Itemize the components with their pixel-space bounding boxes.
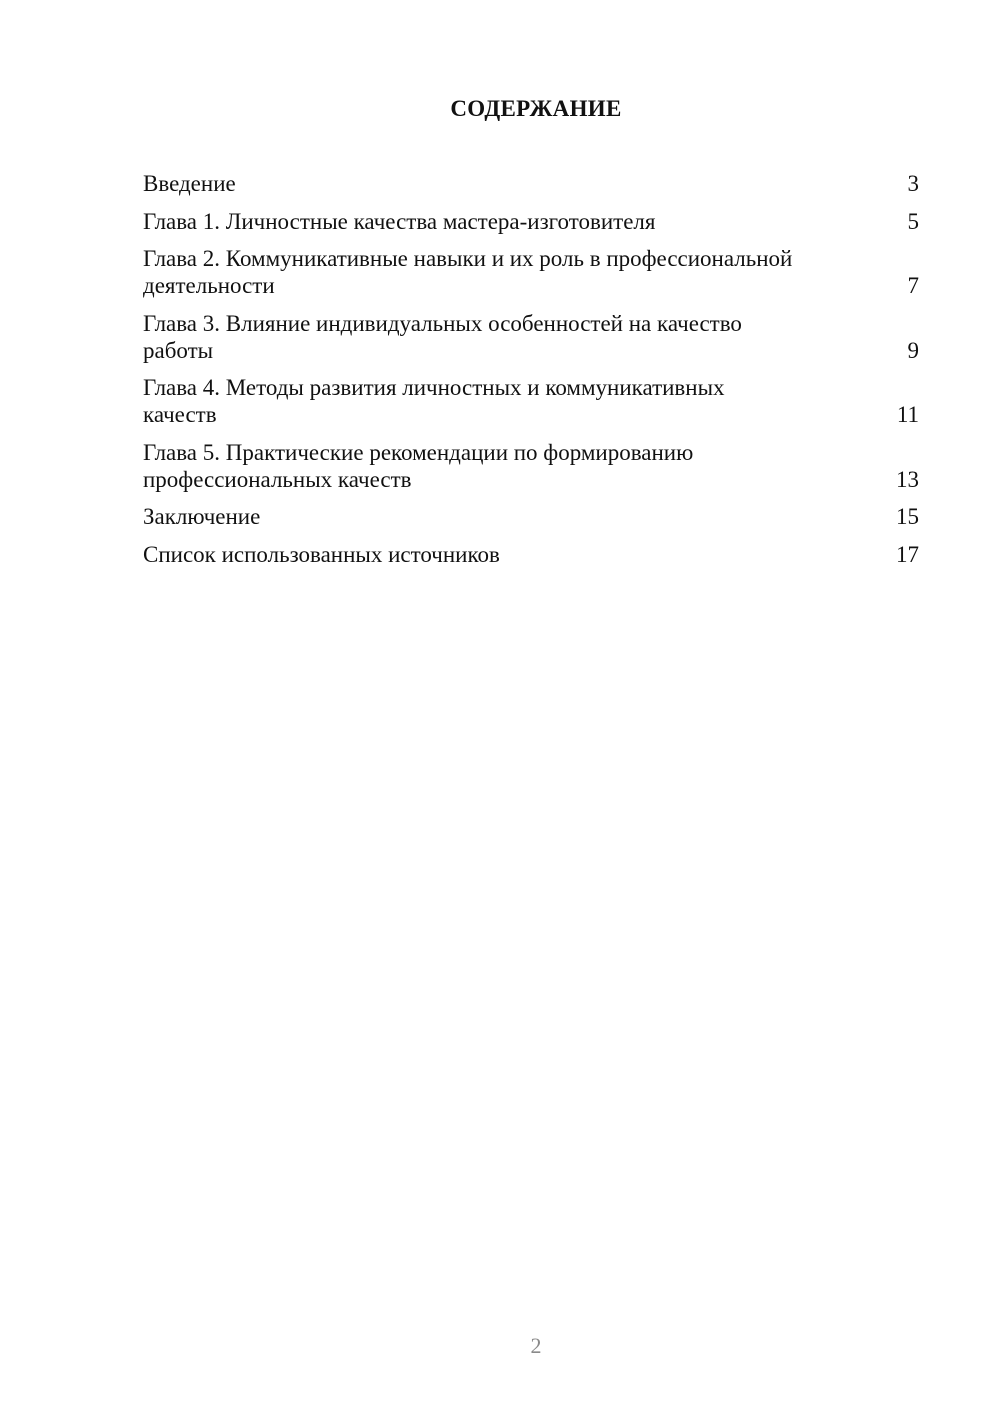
toc-entry-chapter-2 bbox=[143, 245, 919, 299]
table-of-contents bbox=[143, 170, 919, 578]
toc-title: СОДЕРЖАНИЕ bbox=[450, 96, 622, 121]
toc-entry-text: Глава 4. Методы развития личностных и коммуникативных качеств bbox=[143, 375, 725, 427]
toc-entry-text: Список использованных источников bbox=[143, 541, 500, 567]
toc-entry-page: 3 bbox=[907, 171, 919, 196]
toc-entry-page: 13 bbox=[896, 466, 919, 492]
toc-entry-chapter-1 bbox=[143, 208, 919, 235]
toc-entry-introduction bbox=[143, 170, 919, 197]
toc-entry-chapter-5 bbox=[143, 439, 919, 493]
toc-entry-chapter-4 bbox=[143, 374, 919, 428]
toc-entry-text: Глава 2. Коммуникативные навыки и их роль в профессиональной деятельности bbox=[143, 246, 793, 298]
toc-entry-conclusion bbox=[143, 503, 919, 530]
toc-entry-references bbox=[143, 541, 919, 568]
toc-entry-page: 5 bbox=[907, 208, 919, 234]
toc-entry-text: Глава 3. Влияние индивидуальных особенностей на качество работы bbox=[143, 310, 742, 363]
toc-entry-text: Заключение bbox=[143, 504, 261, 529]
toc-entry-page: 17 bbox=[896, 541, 919, 567]
toc-entry-text: Введение bbox=[143, 171, 236, 196]
toc-entry-page: 7 bbox=[907, 273, 919, 298]
toc-entry-page: 11 bbox=[896, 402, 919, 427]
toc-entry-page: 9 bbox=[907, 337, 919, 363]
toc-entry-chapter-3 bbox=[143, 310, 919, 364]
page-number: 2 bbox=[530, 1333, 542, 1358]
toc-entry-text: Глава 5. Практические рекомендации по формированию профессиональных качеств bbox=[143, 439, 694, 492]
toc-entry-page: 15 bbox=[896, 504, 919, 529]
toc-entry-text: Глава 1. Личностные качества мастера-изготовителя bbox=[143, 208, 656, 234]
